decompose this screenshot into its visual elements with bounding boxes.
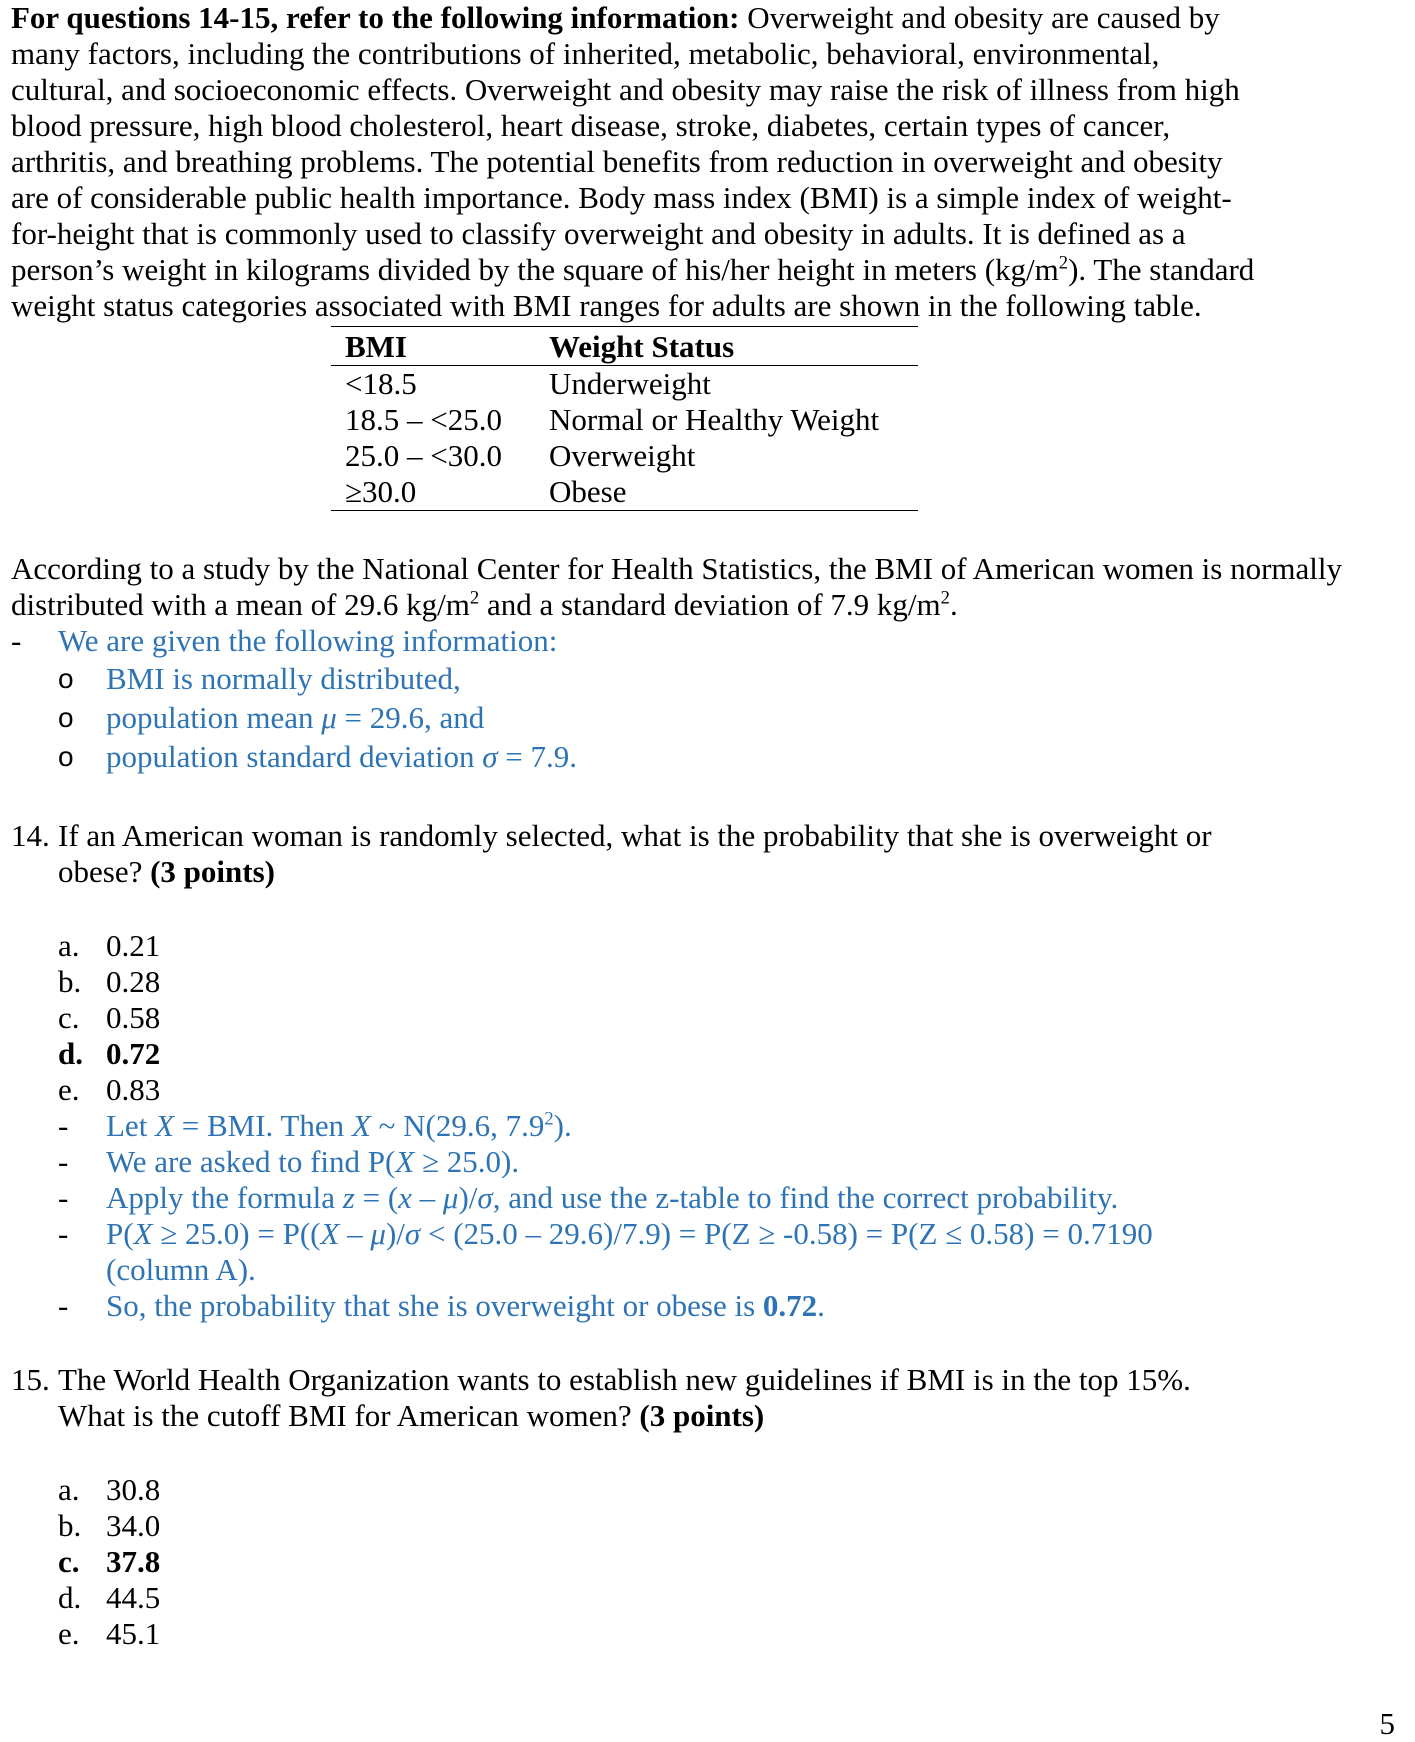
bmi-table — [331, 326, 918, 511]
table-header-bmi: BMI — [331, 327, 535, 366]
table-header-weight-status: Weight Status — [535, 327, 918, 366]
choice-value: 30.8 — [106, 1472, 161, 1507]
choice-value: 0.58 — [106, 1000, 161, 1035]
step-text: = BMI. Then — [174, 1108, 352, 1143]
mu-symbol: μ — [321, 700, 337, 735]
step-text: , and use the z-table to find the correct probability. — [492, 1180, 1119, 1215]
step-text: We are asked to find P( — [106, 1144, 396, 1179]
variable-x: X — [155, 1108, 174, 1143]
answer-choices-15 — [11, 1472, 1401, 1652]
table-cell-bmi: <18.5 — [345, 366, 417, 401]
study-superscript: 2 — [469, 587, 480, 609]
dash-bullet: - — [58, 1288, 69, 1323]
variable-z: z — [342, 1180, 355, 1215]
step-text: Let — [106, 1108, 156, 1143]
table-cell-status: Overweight — [549, 438, 696, 473]
choice-value: 45.1 — [106, 1616, 161, 1651]
circle-bullet: o — [58, 741, 74, 772]
variable-x: X — [395, 1144, 415, 1179]
answer-choice-correct[interactable] — [11, 1544, 1401, 1580]
step-text: – — [339, 1216, 371, 1251]
step-text: < (25.0 – 29.6)/7.9) = P(Z ≥ -0.58) = P(Z ≤ 0.58) = 0.7190 (column A). — [106, 1216, 1153, 1287]
choice-letter: c. — [58, 1000, 80, 1035]
answer-choice[interactable] — [11, 928, 1401, 964]
choice-value: 44.5 — [106, 1580, 161, 1615]
answer-choice[interactable] — [11, 1000, 1401, 1036]
question-14 — [11, 818, 1248, 890]
variable-x: X — [351, 1108, 371, 1143]
table-cell-status: Normal or Healthy Weight — [549, 402, 880, 437]
step-superscript: 2 — [544, 1108, 554, 1130]
answer-choice[interactable] — [11, 1472, 1401, 1508]
choice-letter: e. — [58, 1072, 80, 1107]
sigma-symbol: σ — [482, 739, 498, 774]
table-cell-bmi: 25.0 – <30.0 — [345, 438, 502, 473]
answer-choice[interactable] — [11, 1580, 1401, 1616]
intro-text-end: ). The standard weight status categories associated with BMI ranges for adults are shown in the following table. — [11, 252, 1255, 323]
sigma-symbol: σ — [404, 1216, 421, 1251]
table-cell-bmi: ≥30.0 — [345, 474, 417, 509]
dash-bullet: - — [11, 623, 22, 658]
study-paragraph — [11, 551, 1401, 623]
step-text: Apply the formula — [106, 1180, 343, 1215]
solution-step — [11, 1180, 1186, 1216]
answer-choice[interactable] — [11, 1072, 1401, 1108]
choice-value: 34.0 — [106, 1508, 161, 1543]
table-row — [331, 474, 918, 511]
list-item — [11, 737, 1401, 776]
table-row — [331, 438, 918, 474]
table-cell-status: Obese — [549, 474, 627, 509]
choice-letter: e. — [58, 1616, 80, 1651]
study-text-2: and a standard deviation of 7.9 kg/m — [479, 587, 941, 622]
step-text: ). — [553, 1108, 572, 1143]
variable-x: x — [398, 1180, 412, 1215]
dash-bullet: - — [58, 1144, 69, 1179]
question-text: The World Health Organization wants to establish new guidelines if BMI is in the top 15%. What is the cutoff BMI for American women? — [58, 1362, 1191, 1433]
answer-choice[interactable] — [11, 1616, 1401, 1652]
study-superscript-2: 2 — [940, 587, 950, 609]
question-number: 15. — [11, 1362, 50, 1397]
answer-choice[interactable] — [11, 964, 1401, 1000]
table-row — [331, 366, 918, 403]
solution-step — [11, 1216, 1186, 1288]
sigma-symbol: σ — [477, 1180, 493, 1215]
mu-symbol: μ — [442, 1180, 459, 1215]
circle-bullet: o — [58, 702, 74, 733]
document-page — [11, 0, 1401, 1652]
choice-value: 0.83 — [106, 1072, 161, 1107]
given-item-text: population standard deviation — [106, 739, 483, 774]
choice-letter: b. — [58, 1508, 82, 1543]
variable-x: X — [133, 1216, 153, 1251]
answer-choice[interactable] — [11, 1508, 1401, 1544]
list-item — [11, 659, 1401, 698]
final-answer: 0.72 — [762, 1288, 818, 1323]
choice-value: 0.28 — [106, 964, 161, 999]
dash-bullet: - — [58, 1108, 69, 1143]
intro-text: Overweight and obesity are caused by many factors, including the contributions of inherited, metabolic, behavioral, environmental, cultural, and socioeconomic effects. Overweight and obesity may raise the risk of illness from high blood pressure, high blood cholesterol, heart disease, stroke, diabetes, certain types of cancer, arthritis, and breathing problems. The potential benefits from reduction in overweight and obesity are of considerable public health importance. Body mass index (BMI) is a simple index of weight-for-height that is commonly used to classify overweight and obesity in adults. It is defined as a person’s weight in kilograms divided by the square of his/her height in meters (kg/m — [11, 0, 1240, 287]
step-text: ≥ 25.0) = P(( — [152, 1216, 321, 1251]
circle-bullet: o — [58, 663, 74, 694]
intro-paragraph — [11, 0, 1261, 324]
given-item-text: population mean — [106, 700, 322, 735]
given-item-text: = 7.9. — [497, 739, 578, 774]
choice-letter: c. — [58, 1544, 80, 1579]
table-cell-status: Underweight — [549, 366, 711, 401]
step-text: So, the probability that she is overweight or obese is — [106, 1288, 763, 1323]
step-text: P( — [106, 1216, 134, 1251]
solution-step — [11, 1144, 1186, 1180]
question-points: (3 points) — [150, 854, 275, 889]
table-header-row — [331, 327, 918, 366]
given-info-intro — [11, 623, 1401, 659]
choice-letter: d. — [58, 1036, 83, 1071]
question-points: (3 points) — [639, 1398, 765, 1433]
given-item-text: = 29.6, and — [336, 700, 485, 735]
question-number: 14. — [11, 818, 50, 853]
step-text: . — [817, 1288, 825, 1323]
dash-bullet: - — [58, 1180, 69, 1215]
step-text: – — [411, 1180, 443, 1215]
step-text: = ( — [354, 1180, 399, 1215]
choice-letter: a. — [58, 928, 80, 963]
solution-step — [11, 1288, 1186, 1324]
step-text: )/ — [385, 1216, 405, 1251]
given-intro-text: We are given the following information: — [58, 623, 558, 658]
question-text: If an American woman is randomly selected, what is the probability that she is overweight or obese? — [58, 818, 1212, 889]
variable-x: X — [320, 1216, 340, 1251]
dash-bullet: - — [58, 1216, 69, 1251]
given-info-list — [11, 659, 1401, 776]
study-text: According to a study by the National Center for Health Statistics, the BMI of American women is normally distributed with a mean of 29.6 kg/m — [11, 551, 1342, 622]
choice-value: 0.21 — [106, 928, 161, 963]
intro-lead: For questions 14-15, refer to the following information: — [11, 0, 740, 35]
step-text: )/ — [458, 1180, 478, 1215]
page-number: 5 — [1379, 1706, 1395, 1741]
answer-choice-correct[interactable] — [11, 1036, 1401, 1072]
study-text-3: . — [949, 587, 958, 622]
choice-value: 0.72 — [106, 1036, 161, 1071]
choice-letter: a. — [58, 1472, 80, 1507]
list-item — [11, 698, 1401, 737]
step-text: ≥ 25.0). — [414, 1144, 520, 1179]
intro-superscript: 2 — [1058, 252, 1069, 274]
question-15 — [11, 1362, 1248, 1434]
step-text: ~ N(29.6, 7.9 — [370, 1108, 545, 1143]
mu-symbol: μ — [370, 1216, 386, 1251]
table-cell-bmi: 18.5 – <25.0 — [345, 402, 502, 437]
choice-letter: b. — [58, 964, 82, 999]
choice-letter: d. — [58, 1580, 82, 1615]
choice-value: 37.8 — [106, 1544, 161, 1579]
answer-choices-14 — [11, 928, 1401, 1108]
given-item-text: BMI is normally distributed, — [106, 661, 461, 696]
solution-step — [11, 1108, 1186, 1144]
solution-steps-14 — [11, 1108, 1401, 1324]
table-row — [331, 402, 918, 438]
